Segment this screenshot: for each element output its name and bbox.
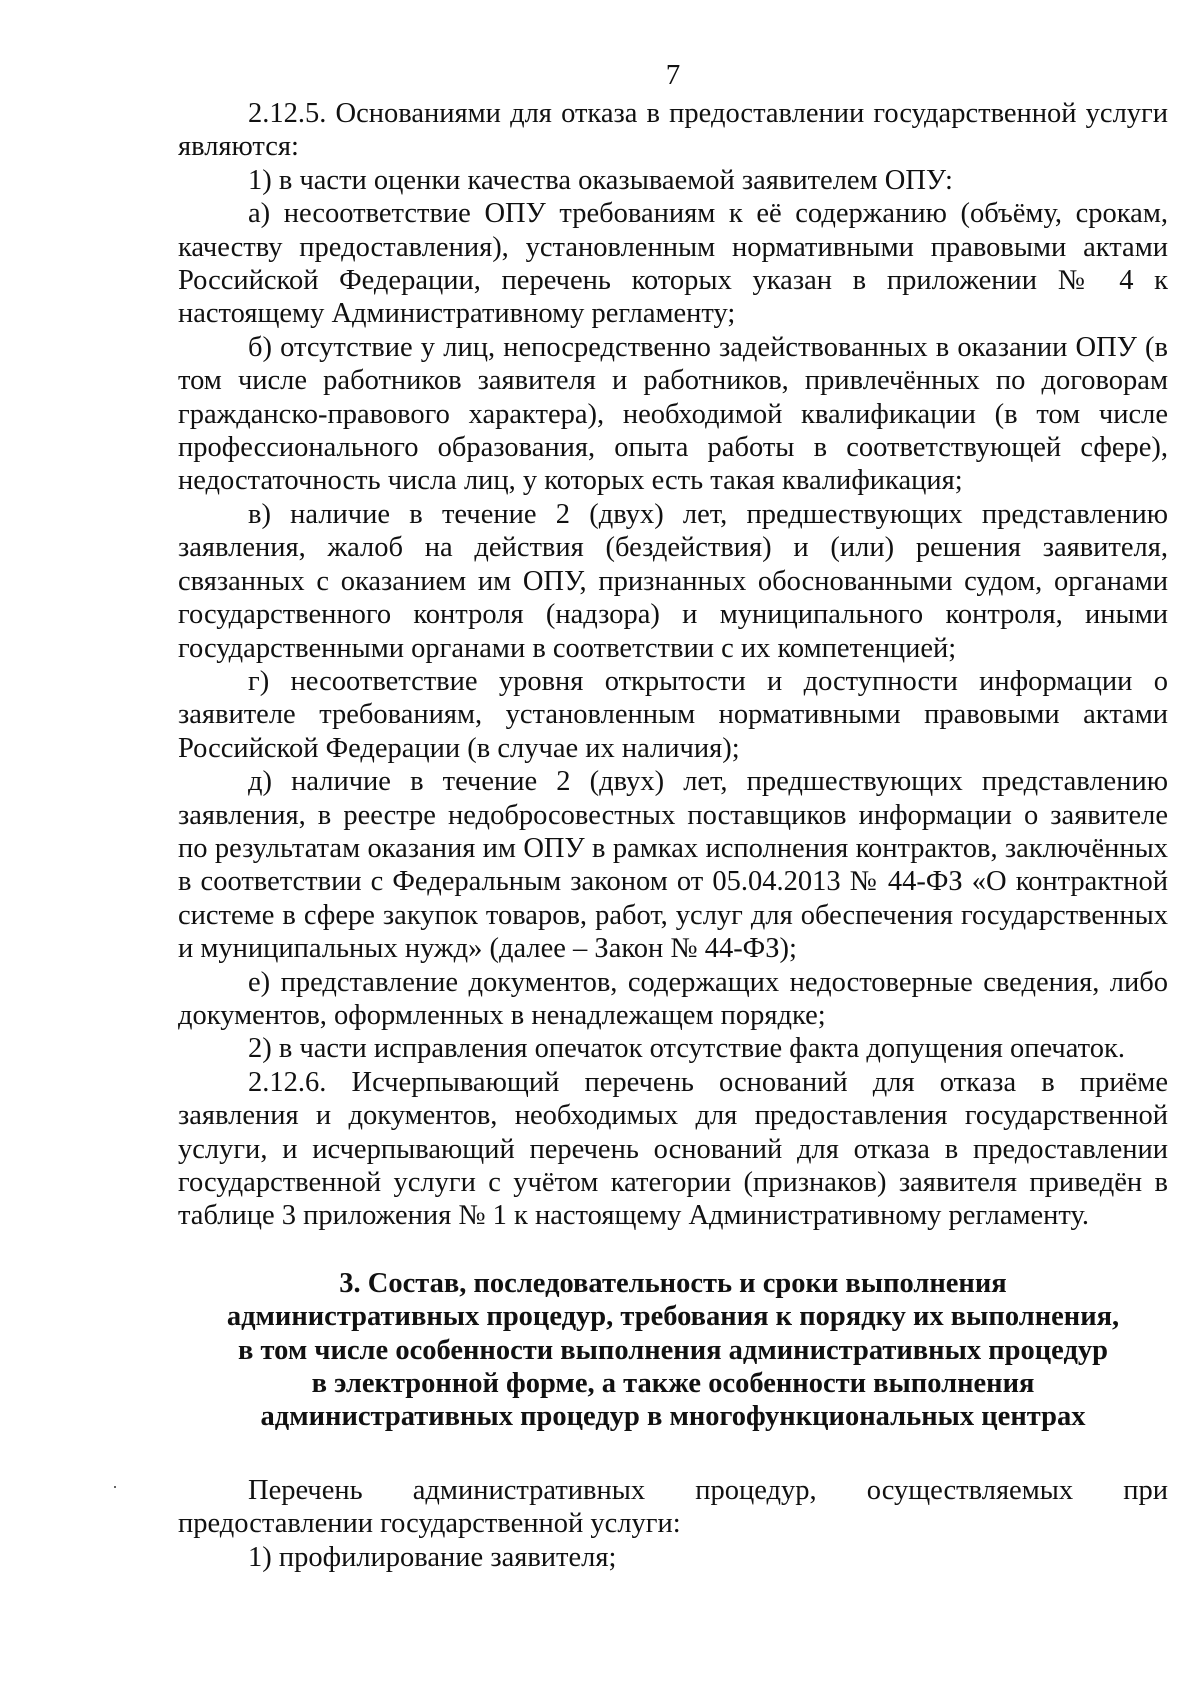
paragraph-procedures-list: Перечень административных процедур, осуществляемых при предоставлении государственной услуги: [178,1474,1168,1540]
paragraph-item-2: 2) в части исправления опечаток отсутствие факта допущения опечаток. [248,1033,1125,1065]
paragraph-2-12-6: 2.12.6. Исчерпывающий перечень оснований для отказа в приёме заявления и документов, необходимых для предоставления государственной услуги, и исчерпывающий перечень оснований для отказа в предоставлении государственной услуги с учётом категории (признаков) заявителя приведён в таблице 3 приложения № 1 к настоящему Административному регламенту. [178,1066,1168,1232]
paragraph-item-b: б) отсутствие у лиц, непосредственно задействованных в оказании ОПУ (в том числе работников заявителя и работников, привлечённых по договорам гражданско-правового характера), необходимой квалификации (в том числе профессионального образования, опыта работы в соответствующей сфере), недостаточность числа лиц, у которых есть такая квалификация; [178,331,1168,497]
heading-line: административных процедур в многофункциональных центрах [260,1401,1086,1433]
paragraph-item-e: е) представление документов, содержащих недостоверные сведения, либо документов, оформленных в ненадлежащем порядке; [178,966,1168,1031]
heading-line: 3. Состав, последовательность и сроки выполнения [339,1267,1007,1299]
section-3-heading [178,1267,1168,1434]
paragraph-2-12-5: 2.12.5. Основаниями для отказа в предоставлении государственной услуги являются: [178,98,1168,163]
heading-line: в электронной форме, а также особенности выполнения [311,1368,1035,1400]
page-number: 7 [665,59,681,91]
document-page [178,58,1168,1574]
paragraph-item-1: 1) в части оценки качества оказываемой заявителем ОПУ: [248,164,953,196]
paragraph-item-v: в) наличие в течение 2 (двух) лет, предшествующих представлению заявления, жалоб на действия (бездействия) и (или) решения заявителя, связанных с оказанием им ОПУ, признанных обоснованными судом, органами государственного контроля (надзора) и муниципального контроля, иными государственными органами в соответствии с их компетенцией; [178,498,1168,664]
heading-line: административных процедур, требования к порядку их выполнения, [226,1301,1120,1333]
paragraph-item-a: а) несоответствие ОПУ требованиям к её содержанию (объёму, срокам, качеству предоставления), установленным нормативными правовыми актами Российской Федерации, перечень которых указан в приложении № 4 к настоящему Административному регламенту; [178,198,1168,330]
paragraph-procedure-1: 1) профилирование заявителя; [248,1541,617,1573]
scan-speck [114,1486,116,1488]
paragraph-item-g: г) несоответствие уровня открытости и доступности информации о заявителе требованиям, установленным нормативными правовыми актами Российской Федерации (в случае их наличия); [178,665,1168,764]
heading-line: в том числе особенности выполнения административных процедур [238,1334,1108,1366]
paragraph-item-d: д) наличие в течение 2 (двух) лет, предшествующих представлению заявления, в реестре недобросовестных поставщиков информации о заявителе по результатам оказания им ОПУ в рамках исполнения контрактов, заключённых в соответствии с Федеральным законом от 05.04.2013 № 44-ФЗ «О контрактной системе в сфере закупок товаров, работ, услуг для обеспечения государственных и муниципальных нужд» (далее – Закон № 44-ФЗ); [178,766,1168,965]
